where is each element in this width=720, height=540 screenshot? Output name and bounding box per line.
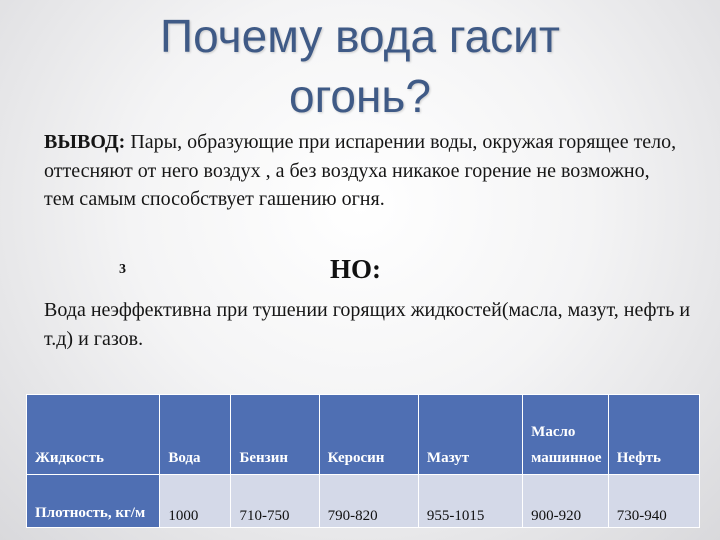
table-header-row [27, 395, 700, 475]
conclusion-label: ВЫВОД: [44, 131, 126, 153]
cell-oil-density: 730-940 [608, 475, 699, 528]
slide-title [0, 6, 720, 126]
small-mark: 3 [119, 262, 126, 277]
cell-fuel-oil-density: 955-1015 [418, 475, 522, 528]
slide-title-line-1: Почему вода гасит [160, 10, 560, 62]
header-cell-gasoline: Бензин [231, 395, 319, 475]
but-heading: НО: [330, 254, 381, 284]
header-cell-fuel-oil: Мазут [418, 395, 522, 475]
header-cell-machine-oil: Масло машинное [523, 395, 609, 475]
cell-machine-oil-density: 900-920 [523, 475, 609, 528]
conclusion-text: Пары, образующие при испарении воды, окружая горящее тело, оттесняют от него воздух , а без воздуха никакое горение не возможно, тем самым способствует гашению огня. [44, 131, 677, 210]
header-cell-kerosene: Керосин [319, 395, 418, 475]
slide-title-line-2: огонь? [289, 70, 431, 122]
header-cell-liquid: Жидкость [27, 395, 160, 475]
cell-gasoline-density: 710-750 [231, 475, 319, 528]
row-label-density: Плотность, кг/м [27, 475, 160, 528]
table-row [27, 475, 700, 528]
cell-kerosene-density: 790-820 [319, 475, 418, 528]
warning-paragraph: Вода неэффективна при тушении горящих жидкостей(масла, мазут, нефть и т.д) и газов. [44, 299, 691, 350]
header-cell-oil: Нефть [608, 395, 699, 475]
conclusion-paragraph [44, 128, 684, 214]
header-cell-water: Вода [160, 395, 231, 475]
density-table [26, 394, 700, 528]
cell-water-density: 1000 [160, 475, 231, 528]
